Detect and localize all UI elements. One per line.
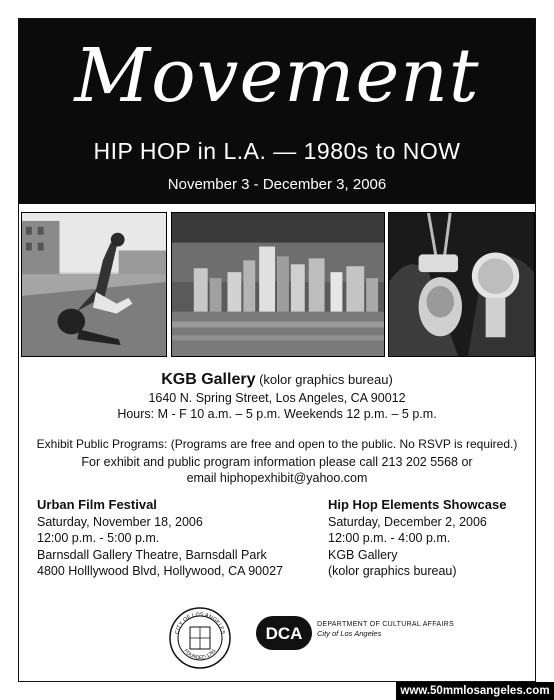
gallery-full-name: (kolor graphics bureau) — [259, 372, 393, 387]
header-banner — [19, 19, 535, 204]
event-venue: Barnsdall Gallery Theatre, Barnsdall Park — [37, 547, 267, 562]
jewelry-photo — [388, 212, 535, 357]
exhibit-dates: November 3 - December 3, 2006 — [167, 176, 387, 193]
event-address: 4800 Holllywood Blvd, Hollywood, CA 90027 — [37, 564, 283, 578]
svg-text:CITY OF LOS ANGELES: CITY OF LOS ANGELES — [174, 611, 226, 635]
dca-department: DEPARTMENT OF CULTURAL AFFAIRS — [317, 621, 454, 628]
event-title: Hip Hop Elements Showcase — [328, 497, 507, 512]
event-time: 12:00 p.m. - 4:00 p.m. — [328, 531, 451, 545]
exhibit-subtitle: HIP HOP in L.A. — 1980s to NOW — [93, 138, 461, 164]
dca-logo-icon — [256, 616, 312, 650]
breakdancer-photo — [21, 212, 167, 357]
skyline-photo — [171, 212, 385, 357]
site-watermark: www.50mmlosangeles.com — [396, 682, 554, 700]
event-venue: KGB Gallery — [328, 547, 398, 562]
info-email-line: email hiphopexhibit@yahoo.com — [186, 471, 368, 485]
event-title: Urban Film Festival — [37, 497, 157, 512]
city-seal-icon — [169, 607, 231, 669]
info-phone-line: For exhibit and public program information please call 213 202 5568 or — [81, 455, 473, 469]
dca-city: City of Los Angeles — [317, 629, 382, 638]
event-time: 12:00 p.m. - 5:00 p.m. — [37, 531, 160, 545]
event-hip-hop-showcase — [328, 497, 506, 580]
event-urban-film-festival — [37, 497, 283, 580]
flyer — [18, 18, 536, 682]
public-programs-line — [19, 437, 535, 451]
svg-text:FOUNDED 1781: FOUNDED 1781 — [182, 648, 218, 662]
public-programs-note: (Programs are free and open to the public. No RSVP is required.) — [170, 437, 518, 451]
public-programs-label: Exhibit Public Programs: — [36, 437, 168, 451]
gallery-address: 1640 N. Spring Street, Los Angeles, CA 90012 — [148, 391, 406, 405]
svg-text:DCA: DCA — [265, 624, 303, 643]
gallery-name: KGB Gallery — [161, 371, 256, 388]
gallery-hours: Hours: M - F 10 a.m. – 5 p.m. Weekends 12 p.m. – 5 p.m. — [117, 407, 437, 421]
exhibit-title: Movement — [74, 33, 480, 119]
gallery-heading — [19, 371, 535, 389]
event-date: Saturday, December 2, 2006 — [328, 514, 487, 529]
dca-credit — [317, 621, 454, 638]
event-address: (kolor graphics bureau) — [328, 564, 457, 578]
event-date: Saturday, November 18, 2006 — [37, 514, 203, 529]
